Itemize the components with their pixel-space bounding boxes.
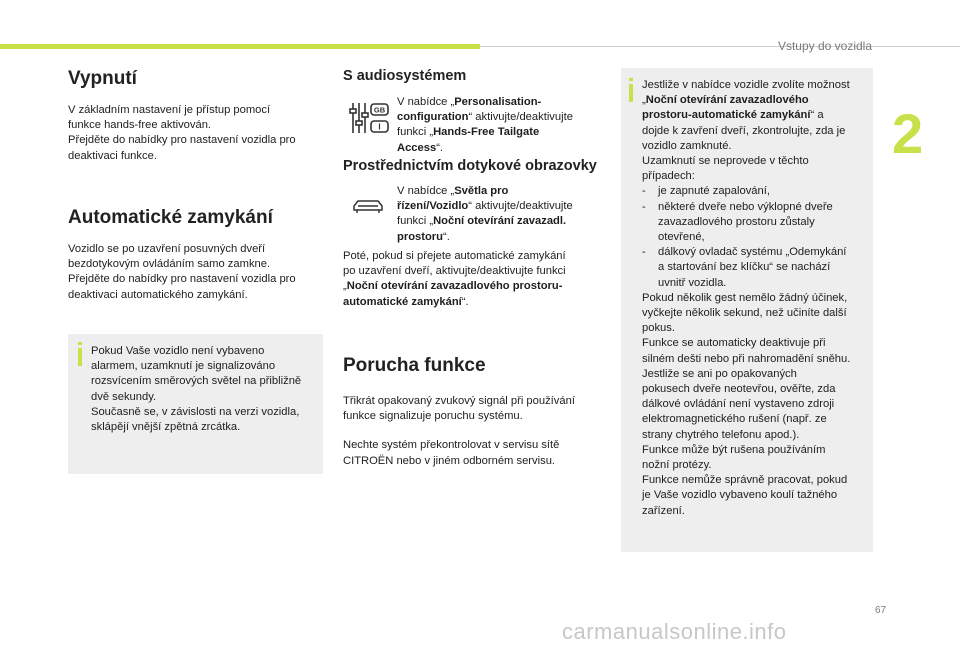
column-left-auto <box>68 207 328 303</box>
box-line-5: Současně se, v závislosti na verzi vozidla, <box>91 405 300 418</box>
auto-line-4: deaktivaci automatického zamykání. <box>68 288 248 301</box>
right-function-1: Noční otevírání zavazadlového <box>645 94 809 107</box>
audio-function-2: Access <box>397 141 437 154</box>
right-m6: Jestliže se ani po opakovaných <box>642 367 797 380</box>
audio-text-3: funkci „ <box>397 126 434 139</box>
right-line-3: “ a <box>810 109 824 122</box>
right-m1: Pokud několik gest nemělo žádný účinek, <box>642 291 848 304</box>
right-m7: pokusech dveře neotevřou, ověřte, zda <box>642 383 836 396</box>
list-item-3c: uvnitř vozidla. <box>658 276 727 289</box>
info-icon <box>78 348 82 366</box>
audio-text-1: V nabídce „ <box>397 96 455 108</box>
right-m11: Funkce může být rušena používáním <box>642 443 826 456</box>
heading-automaticke-zamykani: Automatické zamykání <box>68 207 273 228</box>
right-m2: vyčkejte několik sekund, než učiníte další <box>642 307 847 320</box>
svg-text:I: I <box>378 122 381 132</box>
touch-menu-2: řízení/Vozidlo <box>397 200 469 213</box>
section-header: Vstupy do vozidla <box>777 39 872 53</box>
audio-text-2: “ aktivujte/deaktivujte <box>468 111 573 124</box>
box-line-6: sklápějí vnější zpětná zrcátka. <box>91 421 241 434</box>
right-m3: pokus. <box>642 322 675 335</box>
vypnuti-line-3: Přejděte do nabídky pro nastavení vozidla pro <box>68 134 296 147</box>
right-quote: „ <box>642 94 646 107</box>
right-m9: elektromagnetického rušení (např. ze <box>642 413 827 426</box>
touch-instruction <box>397 184 602 245</box>
audio-instruction <box>397 95 602 156</box>
touch-function-1: Noční otevírání zavazadl. <box>433 215 567 228</box>
right-line-4: dojde k zavření dveří, zkontrolujte, zda je <box>642 124 846 137</box>
heading-porucha: Porucha funkce <box>343 355 486 376</box>
info-box-alarm <box>68 334 323 474</box>
car-icon <box>352 198 384 214</box>
porucha-line-3: Nechte systém překontrolovat v servisu sítě <box>343 439 560 452</box>
chapter-number: 2 <box>892 102 924 165</box>
info-icon-right <box>629 84 633 102</box>
list-item: - dálkový ovladač systému „Odemykání a startování bez klíčku“ se nachází uvnitř vozidla. <box>642 245 872 291</box>
right-line-7: případech: <box>642 170 695 183</box>
vypnuti-line-1: V základním nastavení je přístup pomocí <box>68 104 271 116</box>
audio-menu-1: Personalisation- <box>454 96 542 108</box>
box-line-2: alarmem, uzamknutí je signalizováno <box>91 360 276 373</box>
auto-line-1: Vozidlo se po uzavření posuvných dveří <box>68 243 266 255</box>
vypnuti-line-2: funkce hands-free aktivován. <box>68 119 212 132</box>
auto-line-2: bezdotykovým ovládáním samo zamkne. <box>68 258 271 271</box>
heading-vypnuti: Vypnutí <box>68 68 137 89</box>
right-function-2: prostoru-automatické zamykání <box>642 109 811 122</box>
auto-line-3: Přejděte do nabídky pro nastavení vozidla pro <box>68 273 296 286</box>
audio-function-1: Hands-Free Tailgate <box>433 126 540 139</box>
list-item-2a: některé dveře nebo výklopné dveře <box>658 200 833 213</box>
info-box-right <box>621 68 873 552</box>
right-m10: strany chytrého telefonu apod.). <box>642 428 800 441</box>
list-item-1: je zapnuté zapalování, <box>658 185 770 198</box>
audio-text-4: “. <box>436 141 444 154</box>
list-item-3a: dálkový ovladač systému „Odemykání <box>658 246 847 259</box>
column-middle <box>343 68 603 84</box>
list-item-2c: otevřené, <box>658 231 705 244</box>
right-m4: Funkce se automaticky deaktivuje při <box>642 337 826 350</box>
heading-touchscreen: Prostřednictvím dotykové obrazovky <box>343 158 597 174</box>
heading-audiosystem: S audiosystémem <box>343 68 467 84</box>
touch-text-3: funkci „ <box>397 215 434 228</box>
watermark: carmanualsonline.info <box>562 619 787 644</box>
right-line-1: Jestliže v nabídce vozidle zvolíte možnost <box>642 79 850 91</box>
touch-text-1: V nabídce „ <box>397 185 455 197</box>
top-divider-line <box>480 46 960 47</box>
list-item-3b: a startování bez klíčku“ se nachází <box>658 261 831 274</box>
right-m14: je Vaše vozidlo vybaveno koulí tažného <box>642 489 838 502</box>
touch-text-4: “. <box>443 230 450 243</box>
settings-sliders-icon <box>349 101 391 135</box>
right-m15: zařízení. <box>642 504 685 517</box>
right-m5: silném dešti nebo při nahromadění sněhu. <box>642 352 851 365</box>
right-m12: nožní protézy. <box>642 459 712 472</box>
right-m8: dálkové ovládání není vystaveno zdroji <box>642 398 835 411</box>
svg-text:GB: GB <box>373 105 386 115</box>
list-item: - je zapnuté zapalování, <box>642 184 872 199</box>
porucha-line-1: Třikrát opakovaný zvukový signál při používání <box>343 395 575 407</box>
touch-menu-1: Světla pro <box>454 185 509 197</box>
porucha-section <box>343 355 608 469</box>
then-line-2: po uzavření dveří, aktivujte/deaktivujte funkci <box>343 265 566 278</box>
touch-text-2: “ aktivujte/deaktivujte <box>468 200 573 213</box>
then-text-end: “. <box>461 295 469 308</box>
right-line-6: Uzamknutí se neprovede v těchto <box>642 155 809 168</box>
right-line-5: vozidlo zamknuté. <box>642 139 732 152</box>
then-function-1: Noční otevírání zavazadlového prostoru- <box>346 280 563 293</box>
box-line-1: Pokud Vaše vozidlo není vybaveno <box>91 345 265 357</box>
vypnuti-line-4: deaktivaci funkce. <box>68 149 157 162</box>
box-line-4: dvě sekundy. <box>91 390 157 403</box>
then-function-2: automatické zamykání <box>343 295 462 308</box>
porucha-line-2: funkce signalizuje poruchu systému. <box>343 410 523 423</box>
column-left <box>68 68 328 164</box>
top-accent-bar <box>0 44 480 49</box>
touch-heading-wrap <box>343 158 608 174</box>
then-line-1: Poté, pokud si přejete automatické zamykání <box>343 250 566 262</box>
page-number: 67 <box>875 605 887 616</box>
list-item: - některé dveře nebo výklopné dveře zavazadlového prostoru zůstaly otevřené, <box>642 200 872 246</box>
box-line-3: rozsvícením směrových světel na přibližně <box>91 375 302 388</box>
touch-function-2: prostoru <box>397 230 443 243</box>
right-m13: Funkce nemůže správně pracovat, pokud <box>642 474 848 487</box>
then-paragraph <box>343 249 608 310</box>
audio-menu-2: configuration <box>397 111 469 124</box>
then-quote: „ <box>343 280 347 293</box>
porucha-line-4: CITROËN nebo v jiném odborném servisu. <box>343 454 556 467</box>
list-item-2b: zavazadlového prostoru zůstaly <box>658 215 815 228</box>
